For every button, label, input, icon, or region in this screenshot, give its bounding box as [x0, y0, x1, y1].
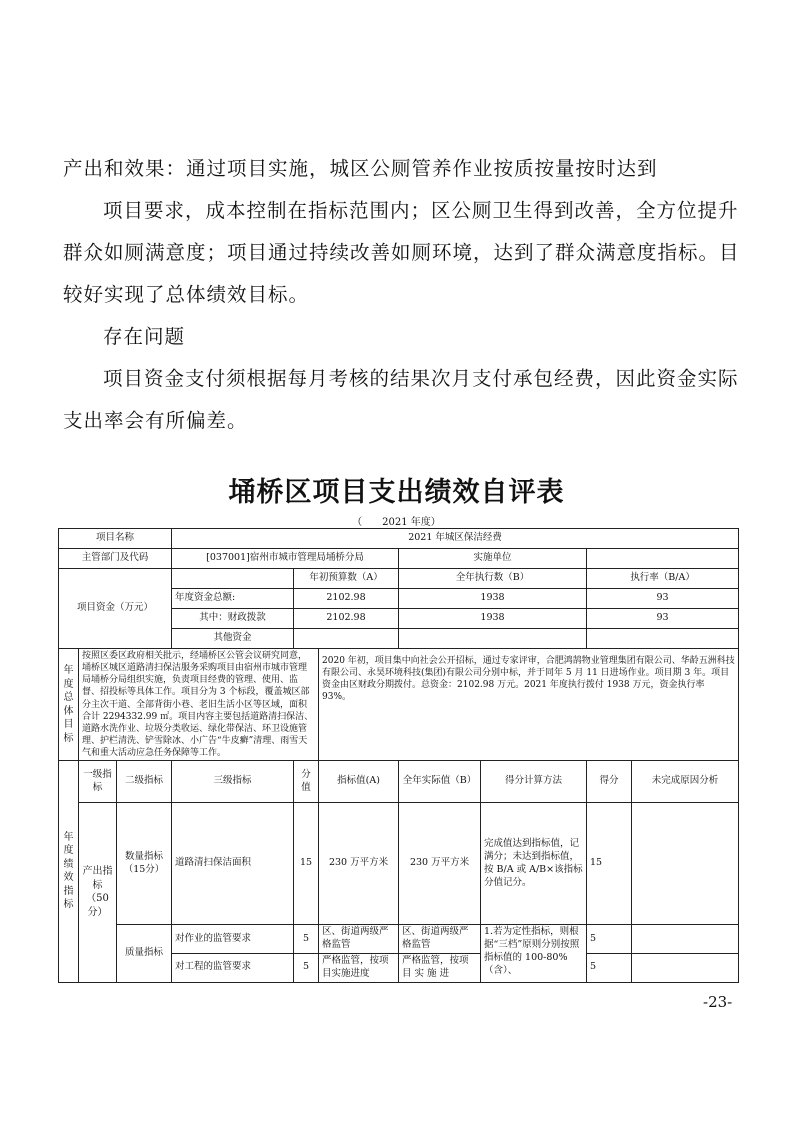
fiscal-rate: 93 — [587, 609, 739, 629]
goal-actual: 2020 年初，项目集中向社会公开招标，通过专家评审，合肥鸿鹄物业管理集团有限公司、华龄五洲科技有限公司、永昊环境科技(集团)有限公司分别中标，并于同年 5 月 11 日进场作业。项目期 3 年。项目资金由区财政分期拨付。总资金：2102.98 万元。2021 年度执行拨付 1938 万元，资金执行率 93%。 — [319, 649, 739, 761]
header-target: 指标值(A) — [319, 761, 399, 803]
impl-unit-value — [587, 549, 739, 569]
q2-value: 5 — [294, 953, 319, 982]
total-label: 年度资金总额: — [172, 589, 294, 609]
dept-value: [037001]宿州市城市管理局埇桥分局 — [172, 549, 399, 569]
quality-indicator-label: 质量指标 — [117, 925, 172, 982]
q2-target: 严格监管，按项目实施进度 — [319, 953, 399, 982]
paragraph-4: 项目资金支付须根据每月考核的结果次月支付承包经费，因此资金实际支出率会有所偏差。 — [63, 367, 739, 432]
page-number: -23- — [703, 993, 733, 1011]
qty-score: 15 — [587, 803, 632, 925]
table-title: 埇桥区项目支出绩效自评表 — [228, 477, 565, 508]
q1-score: 5 — [587, 925, 632, 954]
q1-value: 5 — [294, 925, 319, 954]
total-exec: 1938 — [399, 589, 587, 609]
table-year: （ 2021 年度） — [352, 517, 441, 528]
output-indicator-label: 产出指标（50分） — [79, 803, 117, 982]
performance-table — [58, 528, 739, 983]
q2-actual: 严格监管，按项 目 实 施 进 — [399, 953, 481, 982]
header-level2: 二级指标 — [117, 761, 172, 803]
col-rate: 执行率（B/A） — [587, 569, 739, 589]
col-budget: 年初预算数（A） — [294, 569, 399, 589]
header-score: 得分 — [587, 761, 632, 803]
paragraph-3: 存在问题 — [103, 325, 186, 348]
q1-target: 区、街道两级严格监管 — [319, 925, 399, 954]
fiscal-budget: 2102.98 — [294, 609, 399, 629]
paragraph-1: 产出和效果：通过项目实施，城区公厕管养作业按质按量按时达到 — [63, 157, 658, 180]
project-name-label: 项目名称 — [59, 529, 172, 549]
header-level1: 一级指标 — [79, 761, 117, 803]
total-rate: 93 — [587, 589, 739, 609]
q1-method: 1.若为定性指标，则根据“三档”原则分别按照指标值的 100-80%（含）、 — [481, 925, 587, 982]
header-actual: 全年实际值（B） — [399, 761, 481, 803]
qty-value: 15 — [294, 803, 319, 925]
goal-plan: 按照区委区政府相关批示，经埇桥区公管会议研究同意，埇桥区城区道路清扫保洁服务采购项目由宿州市城市管理局埇桥分局组织实施，负责项目经费的管理、使用、监督、招投标等具体工作。项目分为 3 个标段，覆盖城区部分主次干道、全部背街小巷、老旧生活小区等区域，面积合计 2294332.99 ㎡。项目内容主要包括道路清扫保洁、道路水洗作业、垃圾分类收运、绿化带保洁、环卫设施管理、护栏清洗、铲雪除冰、小广告“牛皮癣”清理、雨雪天气和重大活动应急任务保障等工作。 — [79, 649, 319, 761]
q1-item: 对作业的监管要求 — [172, 925, 294, 954]
paragraph-2: 项目要求，成本控制在指标范围内；区公厕卫生得到改善，全方位提升群众如厕满意度；项目通过持续改善如厕环境，达到了群众满意度指标。目较好实现了总体绩效目标。 — [63, 199, 740, 306]
project-name-value: 2021 年城区保洁经费 — [172, 529, 739, 549]
total-budget: 2102.98 — [294, 589, 399, 609]
qty-actual: 230 万平方米 — [399, 803, 481, 925]
fiscal-exec: 1938 — [399, 609, 587, 629]
funds-label: 项目资金（万元） — [59, 569, 172, 649]
header-level3: 三级指标 — [172, 761, 294, 803]
qty-method: 完成值达到指标值，记满分；未达到指标值，按 B/A 或 A/B×该指标分值记分。 — [481, 803, 587, 925]
quantity-indicator-label: 数量指标（15分） — [117, 803, 172, 925]
q2-score: 5 — [587, 953, 632, 982]
qty-item: 道路清扫保洁面积 — [172, 803, 294, 925]
impl-unit-label: 实施单位 — [399, 549, 587, 569]
header-score-value: 分值 — [294, 761, 319, 803]
perf-label: 年度绩效指标 — [59, 761, 79, 982]
q1-actual: 区、街道两级严格监管 — [399, 925, 481, 954]
col-exec: 全年执行数（B） — [399, 569, 587, 589]
other-label: 其他资金 — [172, 629, 294, 649]
header-reason: 未完成原因分析 — [632, 761, 739, 803]
qty-target: 230 万平方米 — [319, 803, 399, 925]
fiscal-label: 其中：财政拨款 — [172, 609, 294, 629]
header-method: 得分计算方法 — [481, 761, 587, 803]
dept-label: 主管部门及代码 — [59, 549, 172, 569]
goal-label: 年度总体目标 — [59, 649, 79, 761]
q2-item: 对工程的监管要求 — [172, 953, 294, 982]
